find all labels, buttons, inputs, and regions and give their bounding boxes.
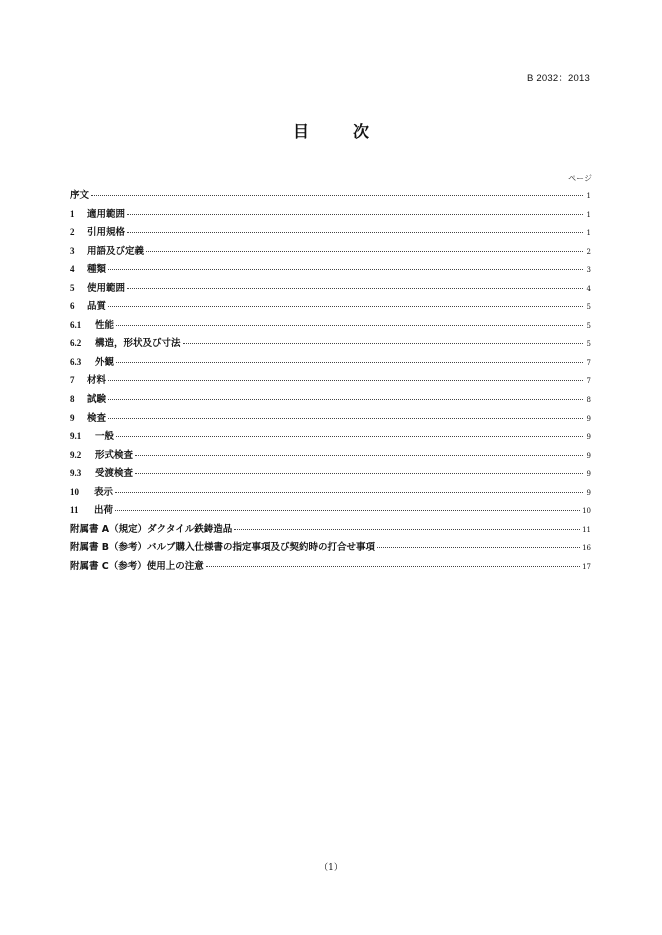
toc-page-number: 17 (582, 562, 591, 571)
toc-label: 序文 (70, 190, 90, 201)
toc-label: 性能 (95, 319, 115, 331)
toc-section-number: 6 (70, 301, 75, 312)
toc-label: 品質 (87, 301, 107, 313)
toc-entry-2[interactable] (70, 224, 591, 243)
toc-label: 材料 (87, 375, 107, 387)
toc-page-number: 1 (586, 229, 591, 238)
toc-page-number: 5 (586, 340, 591, 349)
toc-section-number: 10 (70, 486, 79, 497)
toc-entry-10[interactable] (70, 484, 591, 503)
toc-entry-9-2[interactable] (70, 447, 591, 466)
toc-label: 構造，形状及び寸法 (95, 338, 181, 350)
toc-entry-5[interactable] (70, 280, 591, 299)
page-column-label: ページ (568, 174, 592, 183)
toc-label: 附属書 B（参考）バルブ購入仕様書の指定事項及び契約時の打合せ事項 (70, 542, 376, 554)
toc-page-number: 7 (586, 358, 591, 367)
toc-page-number: 5 (586, 303, 591, 312)
toc-label: 一般 (95, 431, 115, 443)
toc-page-number: 1 (586, 192, 591, 200)
toc-entry-annex-b[interactable] (70, 539, 591, 558)
toc-label: 試験 (87, 394, 107, 406)
toc-label: 種類 (87, 264, 107, 276)
toc-label: 出荷 (94, 505, 114, 517)
toc-leader (135, 473, 583, 474)
toc-entry-6-2[interactable] (70, 335, 591, 354)
toc-entry-1[interactable] (70, 206, 591, 225)
toc-leader (116, 436, 583, 437)
toc-section-number: 11 (70, 505, 79, 516)
toc-section-number: 9.3 (70, 468, 82, 479)
toc-section-number: 5 (70, 282, 75, 293)
page-title: 目 次 (292, 122, 383, 141)
toc-label: 外観 (95, 356, 115, 368)
toc-leader (146, 251, 583, 252)
toc-entry-6[interactable] (70, 298, 591, 317)
toc-page-number: 3 (586, 266, 591, 275)
toc-leader (116, 325, 583, 326)
toc-section-number: 2 (70, 227, 75, 238)
toc-section-number: 4 (70, 264, 75, 275)
toc-entry-6-1[interactable] (70, 317, 591, 336)
toc-leader (108, 269, 583, 270)
toc-section-number: 9 (70, 412, 75, 423)
toc-label: 用語及び定義 (87, 245, 145, 257)
footer-page-number: （1） (319, 863, 343, 873)
toc-leader (127, 214, 583, 215)
toc-label: 検査 (87, 412, 107, 424)
toc-page-number: 16 (582, 544, 591, 553)
toc-page-number: 9 (586, 470, 591, 479)
toc-page-number: 2 (586, 247, 591, 256)
toc-section-number: 9.2 (70, 449, 82, 460)
toc-section-number: 9.1 (70, 431, 82, 442)
toc-entry-7[interactable] (70, 372, 591, 391)
toc-leader (115, 510, 580, 511)
toc-page-number: 7 (586, 377, 591, 386)
toc-page-number: 11 (582, 525, 591, 534)
toc-leader (377, 547, 580, 548)
toc-section-number: 3 (70, 245, 75, 256)
toc-entry-annex-a[interactable] (70, 521, 591, 540)
toc-leader (116, 362, 583, 363)
toc-page-number: 9 (586, 488, 591, 497)
toc-entry-11[interactable] (70, 502, 591, 521)
toc-entry-annex-c[interactable] (70, 558, 591, 577)
toc-leader (108, 306, 583, 307)
toc-entry-6-3[interactable] (70, 354, 591, 373)
toc-leader (91, 195, 583, 196)
toc-leader (206, 566, 580, 567)
toc-section-number: 6.2 (70, 338, 82, 349)
toc-leader (108, 418, 583, 419)
toc-page-number: 4 (586, 284, 591, 293)
toc-label: 使用範囲 (87, 282, 126, 294)
toc-label: 受渡検査 (95, 468, 134, 480)
toc-leader (127, 288, 583, 289)
toc-page-number: 5 (586, 321, 591, 330)
toc-leader (108, 380, 583, 381)
toc-page-number: 1 (586, 210, 591, 219)
toc-section-number: 6.3 (70, 356, 82, 367)
toc-entry-9[interactable] (70, 410, 591, 429)
toc-page-number: 9 (586, 433, 591, 442)
toc-page-number: 9 (586, 451, 591, 460)
toc-leader (108, 399, 583, 400)
toc-leader (135, 455, 583, 456)
toc-section-number: 6.1 (70, 319, 82, 330)
toc-section-number: 1 (70, 208, 75, 219)
toc-label: 引用規格 (87, 227, 126, 239)
toc-entry-8[interactable] (70, 391, 591, 410)
toc-label: 附属書 A（規定）ダクタイル鉄鋳造品 (70, 523, 233, 535)
toc-page-number: 8 (586, 396, 591, 405)
standard-number: B 2032：2013 (527, 73, 590, 84)
toc-leader (115, 492, 583, 493)
toc-section-number: 7 (70, 375, 75, 386)
toc-label: 附属書 C（参考）使用上の注意 (70, 560, 204, 572)
toc-entry-3[interactable] (70, 243, 591, 262)
toc-label: 形式検査 (95, 449, 134, 461)
toc-entry-9-1[interactable] (70, 428, 591, 447)
toc-entry-4[interactable] (70, 261, 591, 280)
toc-entry-preface[interactable] (70, 187, 591, 206)
toc-leader (127, 232, 583, 233)
toc-label: 表示 (94, 486, 114, 498)
toc-entry-9-3[interactable] (70, 465, 591, 484)
toc-leader (234, 529, 580, 530)
toc-page-number: 9 (586, 414, 591, 423)
toc-section-number: 8 (70, 394, 75, 405)
toc-leader (183, 343, 583, 344)
toc-page-number: 10 (582, 507, 591, 516)
toc-label: 適用範囲 (87, 208, 126, 220)
table-of-contents (70, 187, 591, 576)
